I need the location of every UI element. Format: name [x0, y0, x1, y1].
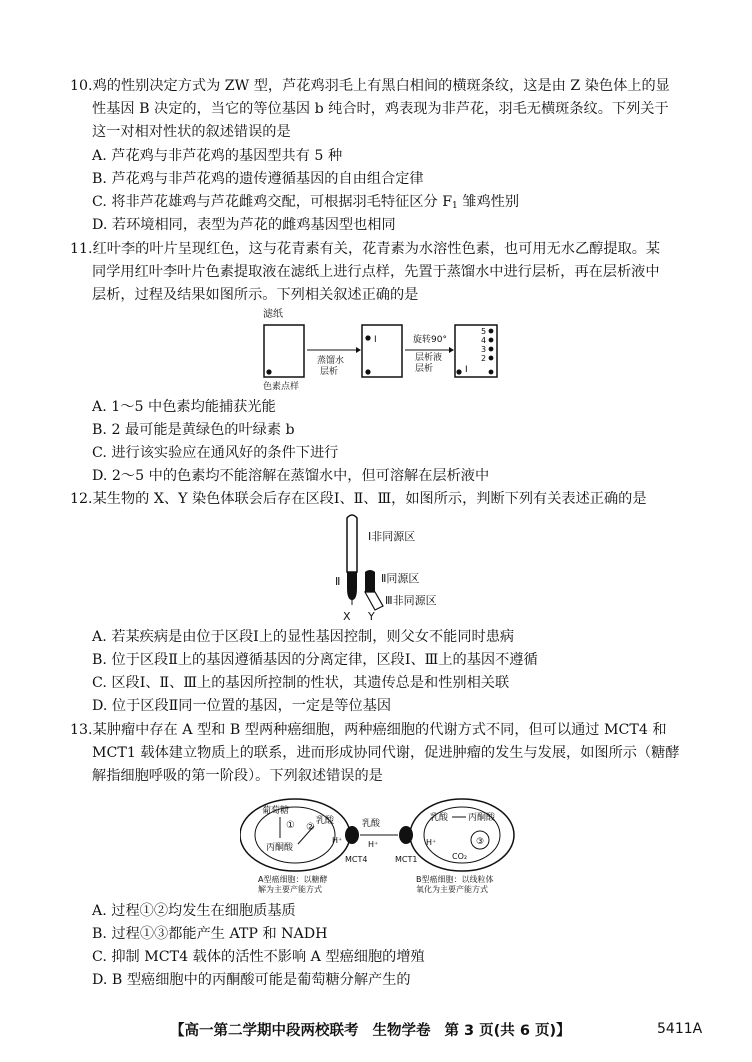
- svg-text:2: 2: [481, 354, 487, 363]
- q11-option-d: D. 2～5 中的色素均不能溶解在蒸馏水中，但可溶解在层析液中: [92, 468, 490, 484]
- svg-text:H⁺: H⁺: [332, 836, 343, 845]
- step1-line2: 层析: [320, 367, 339, 377]
- q12-option-c: C. 区段Ⅰ、Ⅱ、Ⅲ上的基因所控制的性状，其遗传总是和性别相关联: [92, 675, 510, 691]
- q11-option-a: A. 1～5 中色素均能捕获光能: [92, 399, 276, 415]
- step1-line1: 蒸馏水: [317, 356, 345, 366]
- svg-text:Ⅱ同源区: Ⅱ同源区: [381, 572, 420, 585]
- q10-stem-line-1: 10.鸡的性别决定方式为 ZW 型，芦花鸡羽毛上有黑白相间的横斑条纹，这是由 Z 染色体上的显: [70, 78, 670, 94]
- q12-stem-line-1: 12.某生物的 X、Y 染色体联会后存在区段Ⅰ、Ⅱ、Ⅲ，如图所示，判断下列有关表述正确的是: [70, 491, 647, 507]
- svg-text:Y: Y: [368, 610, 375, 623]
- chromosome-figure: [325, 510, 465, 625]
- svg-text:I: I: [465, 365, 468, 375]
- svg-text:乳酸: 乳酸: [362, 819, 381, 829]
- svg-text:①: ①: [286, 820, 295, 831]
- q13-option-a: A. 过程①②均发生在细胞质基质: [92, 903, 296, 919]
- svg-text:氧化为主要产能方式: 氧化为主要产能方式: [416, 885, 488, 894]
- q11-stem-line-2: 同学用红叶李叶片色素提取液在滤纸上进行点样，先置于蒸馏水中进行层析，再在层析液中: [92, 264, 660, 280]
- svg-text:层析: 层析: [415, 364, 434, 374]
- svg-text:②: ②: [306, 822, 315, 833]
- paper-1: [264, 325, 304, 377]
- svg-text:4: 4: [481, 336, 487, 345]
- footer-page: 第 3 页(共 6 页)】: [444, 1023, 571, 1039]
- tumor-metabolism-figure: [240, 790, 515, 894]
- spot-1: [266, 369, 271, 374]
- q13-option-b: B. 过程①③都能产生 ATP 和 NADH: [92, 926, 328, 942]
- svg-text:③: ③: [476, 837, 485, 847]
- paper-code: 5411A: [657, 1021, 703, 1037]
- q13-stem-line-3: 解指细胞呼吸的第一阶段）。下列叙述错误的是: [92, 768, 383, 784]
- q13-stem-line-1: 13.某肿瘤中存在 A 型和 B 型两种癌细胞，两种癌细胞的代谢方式不同，但可以通过 MCT4 和: [70, 722, 667, 738]
- q13-stem-line-2: MCT1 载体建立物质上的联系，进而形成协同代谢，促进肿瘤的发生与发展，如图所示（糖酵: [92, 745, 680, 761]
- svg-text:乳酸: 乳酸: [316, 816, 335, 826]
- svg-text:5: 5: [481, 327, 487, 336]
- svg-text:乳酸: 乳酸: [430, 813, 449, 823]
- svg-text:Ⅱ: Ⅱ: [335, 575, 341, 588]
- q12-option-b: B. 位于区段Ⅱ上的基因遵循基因的分离定律，区段Ⅰ、Ⅲ上的基因不遵循: [92, 652, 538, 668]
- filter-paper-label: 滤纸: [263, 309, 283, 320]
- q13-option-d: D. B 型癌细胞中的丙酮酸可能是葡萄糖分解产生的: [92, 972, 411, 988]
- svg-text:Ⅲ非同源区: Ⅲ非同源区: [385, 594, 437, 607]
- q11-stem-line-1: 11.红叶李的叶片呈现红色，这与花青素有关，花青素为水溶性色素，也可用无水乙醇提取。某: [70, 241, 661, 257]
- y-chromosome-homologous: [365, 570, 375, 592]
- chromatography-figure: [255, 305, 515, 391]
- svg-text:B型癌细胞：以线粒体: B型癌细胞：以线粒体: [416, 875, 494, 884]
- svg-text:X: X: [343, 610, 351, 623]
- spot-label: 色素点样: [263, 382, 300, 391]
- svg-text:H⁺: H⁺: [368, 840, 379, 849]
- q11-stem-line-3: 层析，过程及结果如图所示。下列相关叙述正确的是: [92, 287, 419, 303]
- q10-stem-line-2: 性基因 B 决定的，当它的等位基因 b 纯合时，鸡表现为非芦花，羽毛无横斑条纹。下列关于: [92, 101, 669, 117]
- footer-exam: 【高一第二学期中段两校联考: [170, 1023, 359, 1039]
- svg-text:葡萄糖: 葡萄糖: [262, 806, 290, 816]
- svg-text:I: I: [374, 335, 377, 345]
- x-chromosome-upper: [347, 515, 357, 572]
- y-chromosome-nonhomologous: [365, 592, 383, 610]
- footer-subject: 生物学卷: [372, 1023, 431, 1039]
- svg-text:H⁺: H⁺: [426, 838, 437, 847]
- svg-text:层析液: 层析液: [415, 353, 443, 363]
- svg-text:MCT1: MCT1: [395, 855, 418, 864]
- svg-text:Ⅰ非同源区: Ⅰ非同源区: [368, 530, 416, 543]
- svg-text:CO₂: CO₂: [452, 852, 468, 861]
- svg-text:旋转90°: 旋转90°: [413, 335, 447, 345]
- q12-option-a: A. 若某疾病是由位于区段Ⅰ上的显性基因控制，则父女不能同时患病: [92, 629, 515, 645]
- q13-option-c: C. 抑制 MCT4 载体的活性不影响 A 型癌细胞的增殖: [92, 949, 425, 965]
- svg-text:MCT4: MCT4: [345, 855, 368, 864]
- x-chromosome-homologous: [347, 572, 357, 600]
- svg-text:解为主要产能方式: 解为主要产能方式: [258, 885, 322, 894]
- q11-option-b: B. 2 最可能是黄绿色的叶绿素 b: [92, 422, 295, 438]
- paper-2: [362, 325, 402, 377]
- q10-stem-line-3: 这一对相对性状的叙述错误的是: [92, 124, 291, 140]
- mct1-transporter: [399, 826, 413, 844]
- q11-option-c: C. 进行该实验应在通风好的条件下进行: [92, 445, 339, 461]
- q10-option-d: D. 若环境相同，表型为芦花的雌鸡基因型也相同: [92, 217, 396, 233]
- svg-text:A型癌细胞：以糖酵: A型癌细胞：以糖酵: [258, 875, 328, 884]
- svg-text:3: 3: [481, 345, 487, 354]
- cell-a: [240, 799, 350, 871]
- q10-option-a: A. 芦花鸡与非芦花鸡的基因型共有 5 种: [92, 148, 343, 164]
- page-footer: [170, 1019, 585, 1040]
- mct4-transporter: [345, 826, 359, 844]
- svg-text:丙酮酸: 丙酮酸: [468, 813, 496, 823]
- svg-text:丙酮酸: 丙酮酸: [266, 843, 294, 853]
- q12-option-d: D. 位于区段Ⅱ同一位置的基因，一定是等位基因: [92, 698, 392, 714]
- q10-option-c: C. 将非芦花雄鸡与芦花雌鸡交配，可根据羽毛特征区分 $F_1$ 雏鸡性别: [92, 194, 520, 211]
- q10-option-b: B. 芦花鸡与非芦花鸡的遗传遵循基因的自由组合定律: [92, 171, 424, 187]
